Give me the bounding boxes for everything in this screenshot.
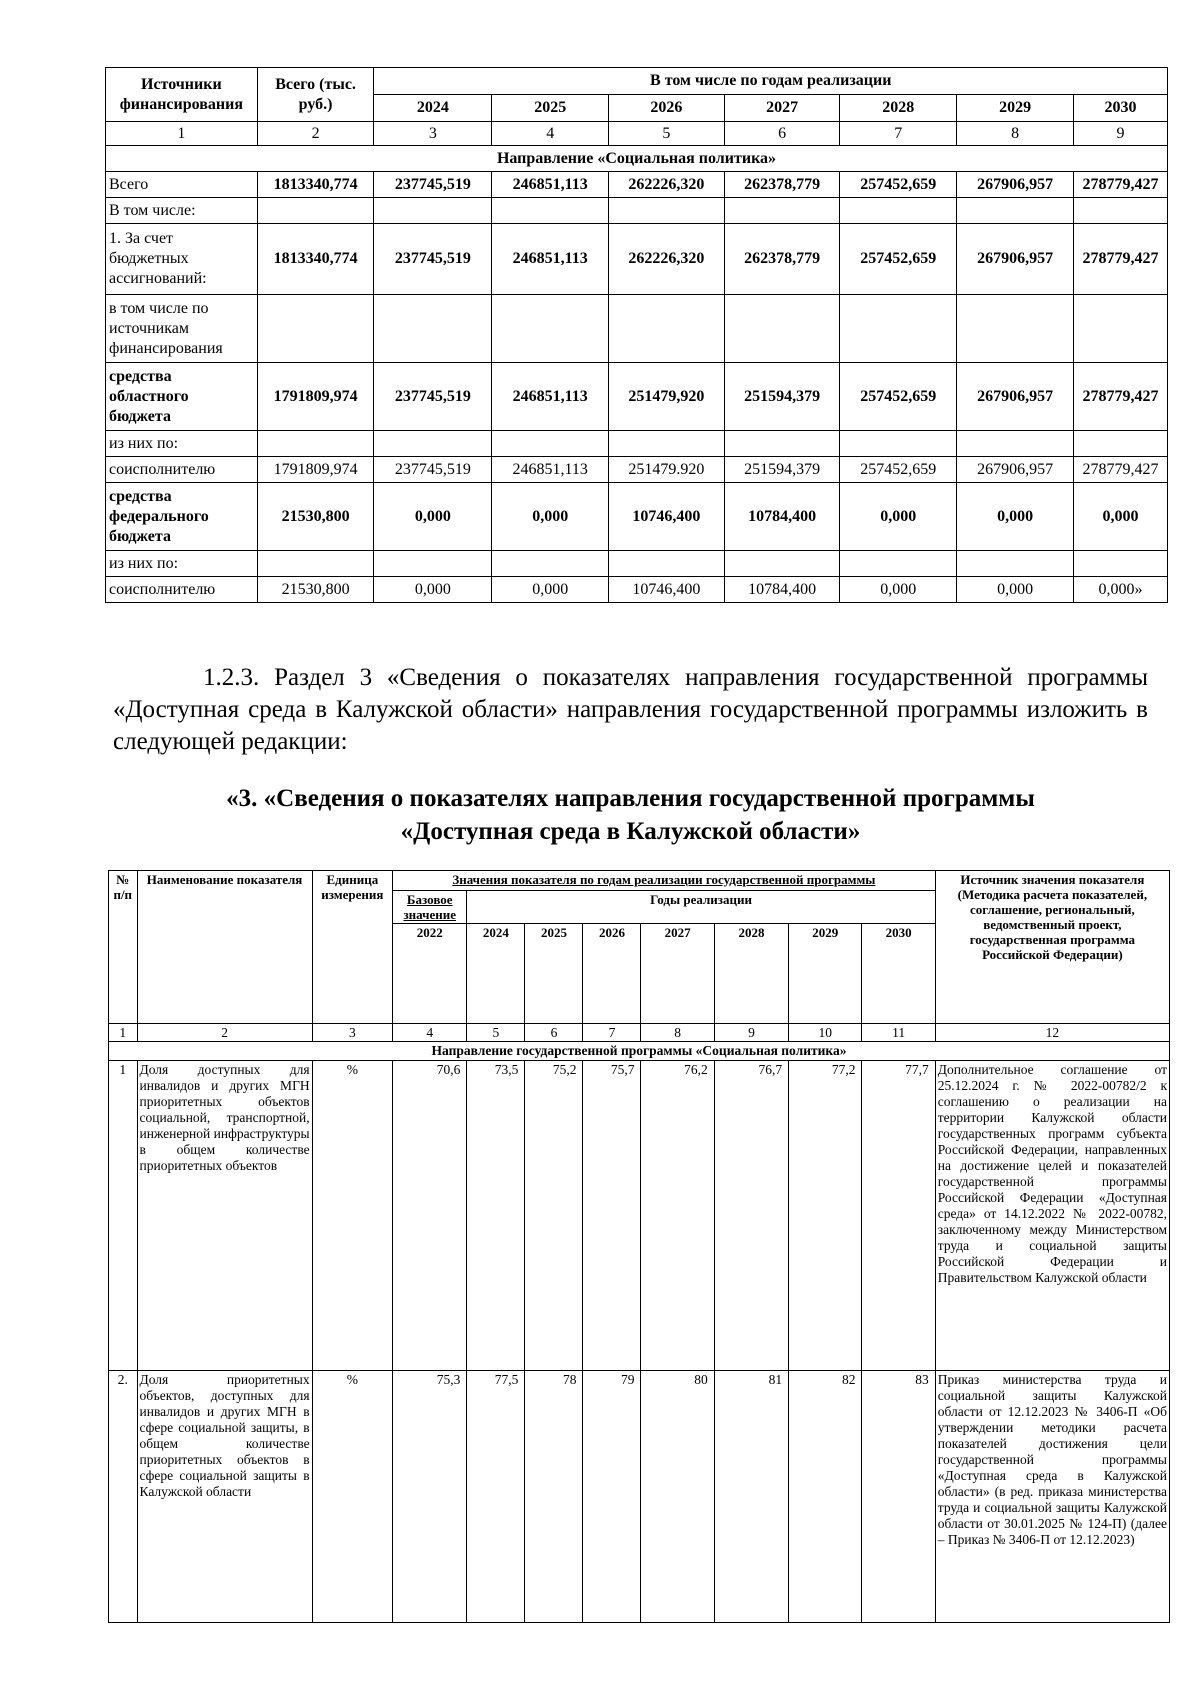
column-number: 1: [106, 122, 258, 146]
cell-value: [957, 551, 1074, 577]
cell-value: 10784,400: [724, 483, 840, 551]
cell-value: [609, 431, 725, 457]
table-row: [106, 457, 1168, 483]
cell-value: [724, 295, 840, 363]
column-number: 6: [724, 122, 840, 146]
cell-value: [957, 295, 1074, 363]
indicator-source: Дополнительное соглашение от 25.12.2024 г. № 2022-00782/2 к соглашению о реализации на территории Калужской области государственных программ субъекта Российской Федерации, направленных на достижение целей и показателей государственной программы Российской Федерации «Доступная среда» от 14.12.2022 № 2022-00782, заключенному между Министерством труда и социальной защиты Российской Федерации и Правительством Калужской области: [935, 1061, 1169, 1371]
year-header: 2029: [789, 924, 862, 1024]
cell-value: 1813340,774: [257, 224, 374, 295]
column-number: 8: [641, 1024, 714, 1042]
year-header: 2025: [525, 924, 583, 1024]
cell-value: [492, 431, 609, 457]
year-header: 2024: [374, 95, 492, 122]
year-header: 2030: [862, 924, 935, 1024]
cell-value: 1813340,774: [257, 172, 374, 198]
cell-value: 278779,427: [1073, 224, 1167, 295]
column-number: 4: [492, 122, 609, 146]
cell-value: 262378,779: [724, 224, 840, 295]
year-value: 77,7: [862, 1061, 935, 1371]
year-value: 83: [862, 1371, 935, 1623]
cell-value: [257, 431, 374, 457]
cell-value: [957, 431, 1074, 457]
year-header: 2029: [957, 95, 1074, 122]
column-number: 2: [257, 122, 374, 146]
year-value: 77,5: [467, 1371, 525, 1623]
table-row: [106, 483, 1168, 551]
cell-value: 1791809,974: [257, 363, 374, 431]
section-title: Направление «Социальная политика»: [106, 146, 1168, 172]
year-header: 2022: [393, 924, 467, 1024]
indicators-table: [108, 870, 1170, 1623]
cell-value: 262226,320: [609, 172, 725, 198]
col-header-sources: Источники финансирования: [106, 68, 258, 122]
table-row: [106, 363, 1168, 431]
cell-value: 0,000: [492, 483, 609, 551]
row-number: 1: [109, 1061, 138, 1371]
column-number: 8: [957, 122, 1074, 146]
row-label: Всего: [106, 172, 258, 198]
cell-value: 0,000: [840, 483, 957, 551]
table-row: [109, 1061, 1170, 1371]
col-header-values-by-years: Значения показателя по годам реализации государственной программы: [393, 871, 936, 891]
year-header: 2028: [840, 95, 957, 122]
year-header: 2026: [583, 924, 641, 1024]
year-value: 76,7: [714, 1061, 788, 1371]
row-label: 1. За счет бюджетных ассигнований:: [106, 224, 258, 295]
cell-value: [1073, 431, 1167, 457]
cell-value: [609, 295, 725, 363]
cell-value: 0,000»: [1073, 577, 1167, 603]
cell-value: 10746,400: [609, 483, 725, 551]
cell-value: [374, 295, 492, 363]
col-header-base: Базовое значение: [393, 891, 467, 924]
cell-value: 251594,379: [724, 457, 840, 483]
cell-value: 262378,779: [724, 172, 840, 198]
column-number: 7: [583, 1024, 641, 1042]
cell-value: 251479,920: [609, 363, 725, 431]
cell-value: 237745,519: [374, 172, 492, 198]
cell-value: 278779,427: [1073, 172, 1167, 198]
cell-value: 267906,957: [957, 363, 1074, 431]
cell-value: 0,000: [374, 483, 492, 551]
cell-value: 257452,659: [840, 363, 957, 431]
cell-value: [374, 198, 492, 224]
indicator-unit: %: [312, 1371, 392, 1623]
row-number: 2.: [109, 1371, 138, 1623]
column-number: 3: [374, 122, 492, 146]
cell-value: 0,000: [374, 577, 492, 603]
cell-value: 10784,400: [724, 577, 840, 603]
cell-value: 0,000: [1073, 483, 1167, 551]
cell-value: 257452,659: [840, 172, 957, 198]
column-number: 3: [312, 1024, 392, 1042]
section-heading: [113, 782, 1148, 848]
cell-value: [257, 295, 374, 363]
indicator-name: Доля доступных для инвалидов и других МГН приоритетных объектов социальной, транспортной, инженерной инфраструктуры в общем количестве приоритетных объектов: [137, 1061, 312, 1371]
column-number: 9: [1073, 122, 1167, 146]
cell-value: 257452,659: [840, 457, 957, 483]
col-header-years-label: Годы реализации: [467, 891, 935, 924]
cell-value: [840, 295, 957, 363]
cell-value: [724, 551, 840, 577]
year-value: 78: [525, 1371, 583, 1623]
table-row: [106, 551, 1168, 577]
paragraph-text: 1.2.3. Раздел 3 «Сведения о показателях направления государственной программы «Доступная среда в Калужской области» направления государственной программы изложить в следующей редакции:: [113, 664, 1148, 755]
heading-line-2: «Доступная среда в Калужской области»: [400, 818, 861, 845]
column-number: 7: [840, 122, 957, 146]
cell-value: [724, 198, 840, 224]
indicator-source: Приказ министерства труда и социальной защиты Калужской области от 12.12.2023 № 3406-П «Об утверждении методики расчета показателей достижения цели государственной программы «Доступная среда в Калужской области» (в ред. приказа министерства труда и социальной защиты Калужской области от 30.01.2025 № 124-П) (далее – Приказ № 3406-П от 12.12.2023): [935, 1371, 1169, 1623]
cell-value: [492, 551, 609, 577]
cell-value: [840, 551, 957, 577]
col-header-by-years: В том числе по годам реализации: [374, 68, 1168, 95]
col-header-total: Всего (тыс. руб.): [257, 68, 374, 122]
column-number: 11: [862, 1024, 935, 1042]
table-row: [106, 198, 1168, 224]
cell-value: 0,000: [492, 577, 609, 603]
column-number: 5: [467, 1024, 525, 1042]
cell-value: 0,000: [957, 577, 1074, 603]
column-number: 5: [609, 122, 725, 146]
cell-value: 0,000: [957, 483, 1074, 551]
cell-value: 251479.920: [609, 457, 725, 483]
cell-value: [609, 551, 725, 577]
year-value: 73,5: [467, 1061, 525, 1371]
cell-value: 278779,427: [1073, 457, 1167, 483]
column-number: 6: [525, 1024, 583, 1042]
column-number: 12: [935, 1024, 1169, 1042]
col-header-name: Наименование показателя: [137, 871, 312, 1024]
cell-value: [1073, 551, 1167, 577]
column-number-row: [109, 1024, 1170, 1042]
table-row: [106, 577, 1168, 603]
table-row: [106, 295, 1168, 363]
cell-value: [257, 198, 374, 224]
cell-value: [724, 431, 840, 457]
cell-value: [840, 431, 957, 457]
cell-value: 262226,320: [609, 224, 725, 295]
column-number: 10: [789, 1024, 862, 1042]
col-header-source: Источник значения показателя (Методика расчета показателей, соглашение, региональный, ведомственный проект, государственная программа Российской Федерации): [935, 871, 1169, 1024]
cell-value: 0,000: [840, 577, 957, 603]
cell-value: 246851,113: [492, 172, 609, 198]
col-header-unit: Единица измерения: [312, 871, 392, 1024]
cell-value: 246851,113: [492, 363, 609, 431]
cell-value: 246851,113: [492, 457, 609, 483]
row-label: в том числе по источникам финансирования: [106, 295, 258, 363]
row-label: средства федерального бюджета: [106, 483, 258, 551]
year-value: 79: [583, 1371, 641, 1623]
column-number: 1: [109, 1024, 138, 1042]
cell-value: 267906,957: [957, 224, 1074, 295]
cell-value: [840, 198, 957, 224]
cell-value: [257, 551, 374, 577]
year-header: 2026: [609, 95, 725, 122]
row-label: из них по:: [106, 431, 258, 457]
cell-value: 257452,659: [840, 224, 957, 295]
year-value: 80: [641, 1371, 714, 1623]
col-header-num: № п/п: [109, 871, 138, 1024]
column-number: 9: [714, 1024, 788, 1042]
row-label: В том числе:: [106, 198, 258, 224]
cell-value: 237745,519: [374, 457, 492, 483]
indicator-name: Доля приоритетных объектов, доступных для инвалидов и других МГН в сфере социальной защиты, в общем количестве приоритетных объектов в сфере социальной защиты в Калужской области: [137, 1371, 312, 1623]
cell-value: [492, 198, 609, 224]
cell-value: [609, 198, 725, 224]
row-label: соисполнителю: [106, 457, 258, 483]
table-row: [106, 224, 1168, 295]
cell-value: [1073, 198, 1167, 224]
cell-value: 237745,519: [374, 224, 492, 295]
year-header: 2028: [714, 924, 788, 1024]
indicator-unit: %: [312, 1061, 392, 1371]
year-value: 75,7: [583, 1061, 641, 1371]
row-label: соисполнителю: [106, 577, 258, 603]
cell-value: 246851,113: [492, 224, 609, 295]
table-row: [106, 172, 1168, 198]
heading-line-1: «3. «Сведения о показателях направления государственной программы: [226, 785, 1035, 812]
column-number: 2: [137, 1024, 312, 1042]
year-header: 2025: [492, 95, 609, 122]
cell-value: 1791809,974: [257, 457, 374, 483]
column-number-row: [106, 122, 1168, 146]
base-value: 75,3: [393, 1371, 467, 1623]
cell-value: 278779,427: [1073, 363, 1167, 431]
cell-value: 237745,519: [374, 363, 492, 431]
section-title: Направление государственной программы «Социальная политика»: [109, 1042, 1170, 1061]
row-label: из них по:: [106, 551, 258, 577]
column-number: 4: [393, 1024, 467, 1042]
year-header: 2027: [724, 95, 840, 122]
amendment-paragraph: [113, 662, 1148, 758]
year-value: 82: [789, 1371, 862, 1623]
cell-value: 21530,800: [257, 577, 374, 603]
year-header: 2024: [467, 924, 525, 1024]
year-value: 77,2: [789, 1061, 862, 1371]
year-value: 76,2: [641, 1061, 714, 1371]
base-value: 70,6: [393, 1061, 467, 1371]
year-header: 2030: [1073, 95, 1167, 122]
cell-value: [374, 551, 492, 577]
cell-value: [492, 295, 609, 363]
cell-value: 10746,400: [609, 577, 725, 603]
cell-value: 267906,957: [957, 457, 1074, 483]
year-value: 81: [714, 1371, 788, 1623]
cell-value: 267906,957: [957, 172, 1074, 198]
cell-value: 251594,379: [724, 363, 840, 431]
cell-value: [957, 198, 1074, 224]
row-label: средства областного бюджета: [106, 363, 258, 431]
financing-table: [105, 67, 1168, 603]
table-row: [109, 1371, 1170, 1623]
cell-value: [374, 431, 492, 457]
cell-value: 21530,800: [257, 483, 374, 551]
table-row: [106, 431, 1168, 457]
cell-value: [1073, 295, 1167, 363]
year-header: 2027: [641, 924, 714, 1024]
year-value: 75,2: [525, 1061, 583, 1371]
